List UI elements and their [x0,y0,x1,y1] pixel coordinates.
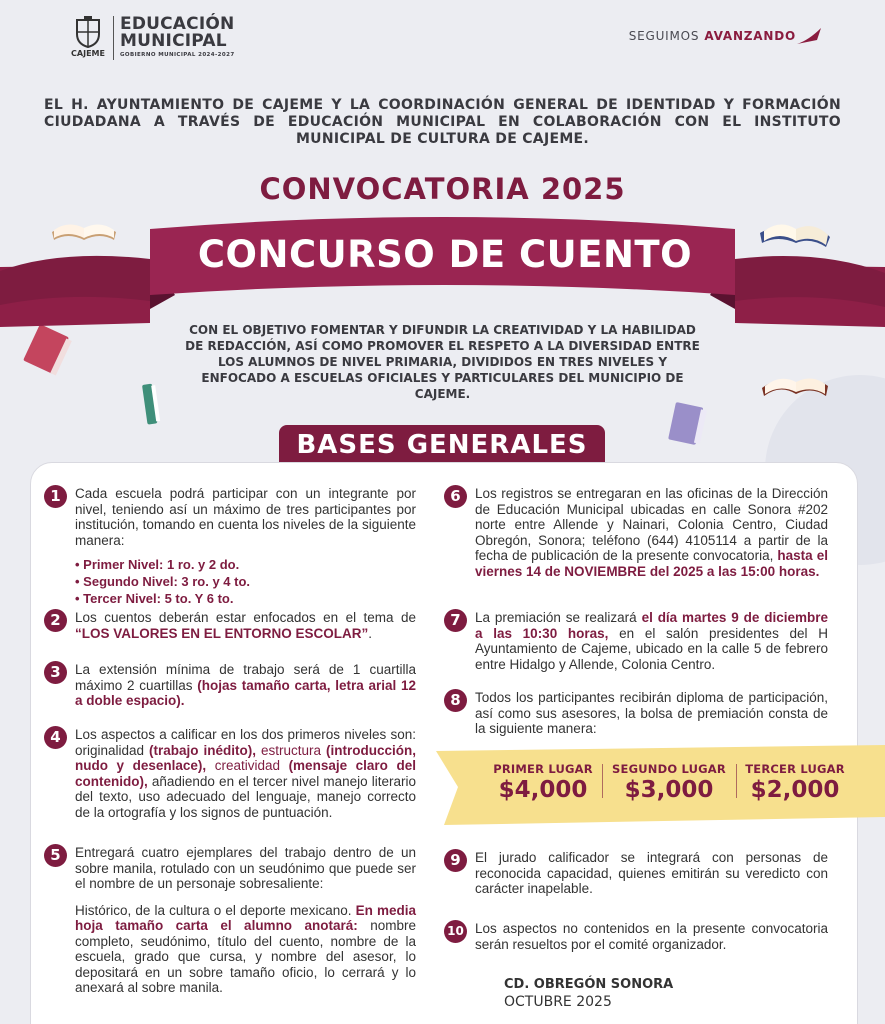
book-icon [142,383,160,424]
intro-text: EL H. AYUNTAMIENTO DE CAJEME Y LA COORDINACIÓN GENERAL DE IDENTIDAD Y FORMACIÓN CIUDADANA A TRAVÉS DE EDUCACIÓN MUNICIPAL EN COLABORACIÓN CON EL INSTITUTO MUNICIPAL DE CULTURA DE CAJEME. [44,97,841,147]
objective-text: CON EL OBJETIVO FOMENTAR Y DIFUNDIR LA CREATIVIDAD Y LA HABILIDAD DE REDACCIÓN, ASÍ COMO PROMOVER EL RESPETO A LA DIVERSIDAD ENTRE LOS ALUMNOS DE NIVEL PRIMARIA, DIVIDIDOS EN TRES NIVELES Y ENFOCADO A ESCUELAS OFICIALES Y PARTICULARES DEL MUNICIPIO DE CAJEME. [185,323,700,401]
item-number: 7 [444,609,467,632]
item-number: 10 [444,920,467,943]
prize-label: SEGUNDO LUGAR [612,762,726,776]
prize-divider [736,764,737,798]
item-number: 3 [44,661,67,684]
list-item [44,662,416,709]
item-number: 8 [444,689,467,712]
item-text: Los registros se entregaran en las oficinas de la Dirección de Educación Municipal ubicadas en calle Sonora #202 norte entre Allende y Nainari, Colonia Centro, Ciudad Obregón, Sonora; teléfono (644) 4105114 a partir de la fecha de publicación de la presente convocatoria, hasta el viernes 14 de NOVIEMBRE del 2025 a las 15:00 horas. [475,486,828,579]
logo-divider [113,16,114,60]
prize-second [608,762,730,803]
item-number: 9 [444,849,467,872]
level-item: • Tercer Nivel: 5 to. Y 6 to. [75,590,416,607]
item-number: 6 [444,485,467,508]
prize-third [742,762,848,803]
prize-label: PRIMER LUGAR [493,762,593,776]
levels-list [75,556,416,607]
education-logo [68,16,235,62]
motto-part-1: SEGUIMOS [628,29,700,43]
item-text: Los aspectos a calificar en los dos primeros niveles son: originalidad (trabajo inédito), estructura (introducción, nudo y desenlace), creatividad (mensaje claro del contenido), añadiendo en el tercer nivel manejo literario del texto, uso adecuado del lenguaje, manejo correcto de la ortografía y los signos de puntuación. [75,727,416,820]
list-item [444,921,828,952]
arrow-icon [797,26,823,46]
list-item [44,486,416,607]
prize-amount: $3,000 [624,777,714,803]
item-number: 5 [44,844,67,867]
list-item [44,727,416,820]
prize-first [488,762,598,803]
list-item [444,486,828,579]
footer-date: OCTUBRE 2025 [504,994,612,1010]
convocatoria-heading: CONVOCATORIA 2025 [259,172,626,206]
item-text: Entregará cuatro ejemplares del trabajo dentro de un sobre manila, rotulado con un seudónimo que puede ser el nombre de un personaje sobresaliente: Histórico, de la cultura o el deporte mexicano. En media hoja tamaño carta el alumno anotará: nombre completo, seudónimo, título del cuento, nombre de la escuela, grado que cursa, y nombre del asesor, lo depositará en un sobre tamaño oficio, lo cerrará y lo anexará al sobre manila. [75,845,416,995]
motto [629,26,823,46]
prize-amount: $2,000 [750,777,840,803]
logo-line-1: EDUCACIÓN [120,14,235,34]
item-text: La extensión mínima de trabajo será de 1 cuartilla máximo 2 cuartillas (hojas tamaño carta, letra arial 12 a doble espacio). [75,662,416,708]
shield-icon [75,16,101,48]
item-number: 2 [44,609,67,632]
logo-line-2: MUNICIPAL [120,31,227,51]
list-item [44,845,416,996]
contest-title: CONCURSO DE CUENTO [197,233,693,276]
book-icon [668,402,707,446]
item-text: Los aspectos no contenidos en la presente convocatoria serán resueltos por el comité organizador. [475,921,828,952]
list-item [444,850,828,897]
bases-title: BASES GENERALES [279,425,605,467]
prize-label: TERCER LUGAR [745,762,845,776]
item-text: La premiación se realizará el día martes 9 de diciembre a las 10:30 horas, en el salón presidentes del H Ayuntamiento de Cajeme, ubicado en la calle 5 de febrero entre Hidalgo y Allende, Colonia Centro. [475,610,828,672]
item-number: 1 [44,485,67,508]
motto-part-2: AVANZANDO [704,29,796,43]
item-text: Los cuentos deberán estar enfocados en el tema de “LOS VALORES EN EL ENTORNO ESCOLAR”. [75,610,416,641]
logo-city: CAJEME [71,49,105,58]
prize-amount: $4,000 [498,777,588,803]
logo-line-3: GOBIERNO MUNICIPAL 2024-2027 [120,52,235,58]
level-item: • Primer Nivel: 1 ro. y 2 do. [75,556,416,573]
list-item [444,690,828,737]
list-item [44,610,416,641]
prize-divider [602,764,603,798]
item-text: Cada escuela podrá participar con un integrante por nivel, teniendo así un máximo de tres participantes por institución, tomando en cuenta los niveles de la siguiente manera: [75,486,416,548]
list-item [444,610,828,672]
level-item: • Segundo Nivel: 3 ro. y 4 to. [75,573,416,590]
item-text: El jurado calificador se integrará con personas de reconocida capacidad, quienes emitirán su veredicto con carácter inapelable. [475,850,828,896]
item-text: Todos los participantes recibirán diploma de participación, así como sus asesores, la bolsa de premiación consta de la siguiente manera: [475,690,828,736]
item-number: 4 [44,726,67,749]
footer-city: CD. OBREGÓN SONORA [504,977,674,992]
